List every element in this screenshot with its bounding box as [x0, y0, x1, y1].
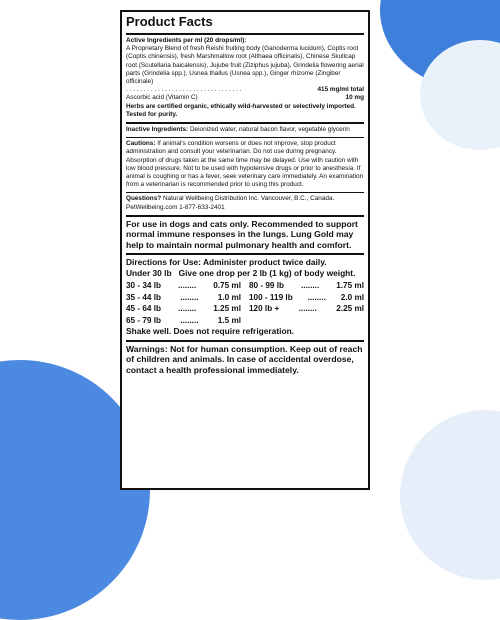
dose-row: 65 - 79 lb ........ 1.5 ml	[126, 315, 241, 325]
questions-text: Natural Wellbeing Distribution Inc. Vancouver, B.C., Canada.	[162, 195, 335, 203]
vitc-label: Ascorbic acid (Vitamin C)	[126, 94, 198, 102]
warnings-text: Warnings: Not for human consumption. Keep out of reach of children and animals. In case of accidental overdose, contact a health professional immediately.	[126, 344, 363, 375]
dose-row: 120 lb + ........ 2.25 ml	[249, 304, 364, 314]
vitc-row	[126, 94, 364, 102]
dose-row: 45 - 64 lb ........ 1.25 ml	[126, 304, 241, 314]
decor-blob-bottom-right	[400, 410, 500, 580]
under-text: Give one drop per 2 lb (1 kg) of body weight.	[178, 268, 356, 279]
divider	[126, 340, 364, 342]
blend-text: A Proprietary Blend of fresh Reishi fruiting body (Ganoderma lucidum), Coptis root (Coptis chinensis), fresh Marshmallow root (Althaea officinalis), Chinese Skullcap root (Scutellaria baicalensis), Jujube fruit (Ziziphus jujuba), Grindelia flowering aerial parts (Grindelia spp.), Usnea thallus (Usnea spp.), Ginger rhizome (Zingiber officinale)	[126, 45, 364, 86]
directions-under	[126, 268, 364, 279]
dose-row: 100 - 119 lb ........ 2.0 ml	[249, 292, 364, 302]
certified-text: Herbs are certified organic, ethically wild-harvested or selectively imported. Tested for purity.	[126, 102, 356, 118]
vitc-amount: 10 mg	[345, 94, 364, 102]
directions-heading: Directions for Use: Administer product twice daily.	[126, 257, 327, 268]
inactive-heading: Inactive Ingredients:	[126, 126, 189, 134]
dose-table	[126, 280, 364, 326]
blend-row: . . . . . . . . . . . . . . . . . . . . . . . . . . . . . . . . . 415 mg/ml total	[126, 86, 364, 94]
divider	[126, 137, 364, 138]
divider	[126, 192, 364, 193]
product-facts-label	[120, 10, 370, 490]
blend-amount: 415 mg/ml total	[317, 86, 364, 94]
divider	[126, 253, 364, 255]
divider	[126, 122, 364, 124]
dose-column-left	[126, 280, 241, 326]
dose-column-right	[249, 280, 364, 326]
divider	[126, 215, 364, 217]
divider	[126, 33, 364, 35]
cautions-heading: Cautions:	[126, 140, 156, 148]
use-statement: For use in dogs and cats only. Recommended to support normal immune responses in the lungs. Lung Gold may help to maintain normal pulmonary health and comfort.	[126, 218, 358, 250]
shake-note: Shake well. Does not require refrigeration.	[126, 326, 295, 337]
dose-row: 80 - 99 lb ........ 1.75 ml	[249, 281, 364, 291]
label-title: Product Facts	[126, 14, 213, 29]
cautions-text: If animal's condition worsens or does not improve, stop product administration and consult your veterinarian. Do not use during pregnancy. Absorption of drugs taken at the same time may be delayed. Use with caution with low blood pressure. Not to be used with hypotensive drugs or prior to anesthesia. If animal is coughing or has a fever, seek veterinary care immediately. An examination from a veterinarian is recommended prior to using this product.	[126, 140, 364, 189]
questions-heading: Questions?	[126, 195, 162, 203]
under-weight: Under 30 lb	[126, 268, 172, 279]
dose-row: 35 - 44 lb ........ 1.0 ml	[126, 292, 241, 302]
inactive-text: Deionized water, natural bacon flavor, vegetable glycerin	[189, 126, 350, 134]
dose-row: 30 - 34 lb ........ 0.75 ml	[126, 281, 241, 291]
questions-contact: PetWellbeing.com 1-877-633-2401	[126, 203, 225, 211]
active-heading: Active Ingredients per ml (20 drops/ml):	[126, 37, 247, 44]
